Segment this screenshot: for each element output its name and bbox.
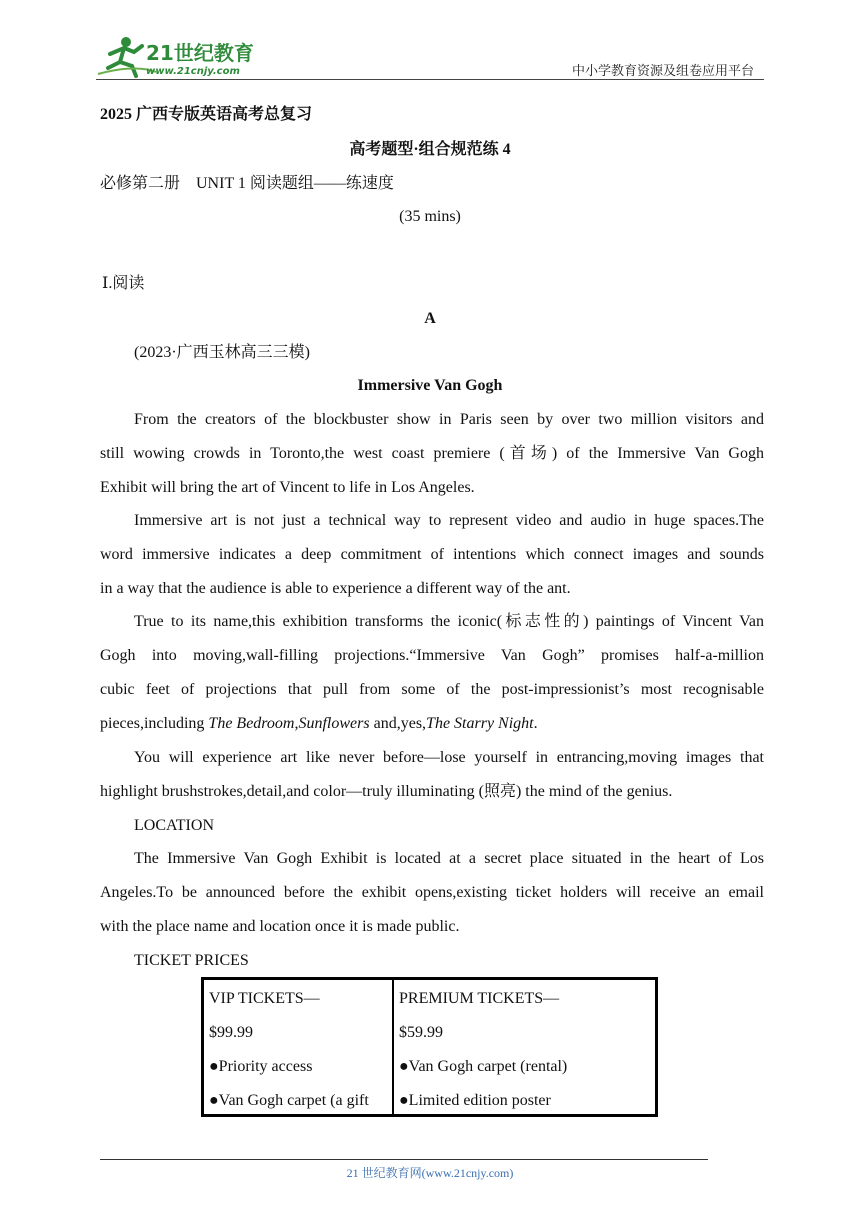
header-divider: [96, 79, 764, 80]
vip-ticket-label: VIP TICKETS—: [209, 990, 320, 1007]
vip-benefit: ●Van Gogh carpet (a gift: [209, 1092, 369, 1109]
paragraph-line: The Immersive Van Gogh Exhibit is located at a secret place situated in the heart of Los: [134, 850, 764, 867]
footer-divider: [100, 1159, 708, 1160]
paragraph-line: You will experience art like never before—lose yourself in entrancing,moving images that: [134, 749, 764, 766]
artwork-title: The Starry Night: [426, 715, 534, 732]
runner-logo-icon: [96, 34, 256, 80]
page-title: 高考题型·组合规范练 4: [349, 141, 511, 158]
paragraph-line: Immersive art is not just a technical way to represent video and audio in huge spaces.The: [134, 512, 764, 529]
text-run: ,: [294, 715, 299, 732]
paragraph-line: with the place name and location once it is made public.: [100, 918, 460, 935]
logo-url: www.21cnjy.com: [146, 66, 240, 77]
location-heading: LOCATION: [134, 817, 214, 834]
paragraph-line: Angeles.To be announced before the exhibit opens,existing ticket holders will receive an email: [100, 884, 764, 901]
paragraph-line: highlight brushstrokes,detail,and color—truly illuminating (照亮) the mind of the genius.: [100, 783, 673, 800]
unit-subtitle: 必修第二册 UNIT 1 阅读题组——练速度: [100, 175, 394, 192]
paragraph-3: [100, 605, 764, 741]
premium-benefit: ●Van Gogh carpet (rental): [399, 1058, 568, 1075]
footer-link[interactable]: 21 世纪教育网(www.21cnjy.com): [346, 1166, 514, 1180]
paragraph-1: [100, 403, 764, 505]
premium-ticket-cell: [394, 980, 655, 1114]
paragraph-line: From the creators of the blockbuster show in Paris seen by over two million visitors and: [134, 411, 764, 428]
logo-text: 21世纪教育: [146, 41, 254, 65]
paragraph-line: cubic feet of projections that pull from some of the post-impressionist’s most recognisable: [100, 681, 764, 698]
vip-benefit: ●Priority access: [209, 1058, 313, 1075]
text-run: pieces,including: [100, 715, 209, 732]
part-label: A: [424, 310, 436, 327]
ticket-price-table: [201, 977, 658, 1117]
vip-ticket-cell: [204, 980, 394, 1114]
time-limit: (35 mins): [399, 208, 461, 225]
paragraph-line: in a way that the audience is able to experience a different way of the ant.: [100, 580, 571, 597]
series-title: 2025 广西专版英语高考总复习: [100, 106, 313, 123]
premium-benefit: ●Limited edition poster: [399, 1092, 551, 1109]
artwork-title: Sunflowers: [298, 715, 370, 732]
paragraph-line: still wowing crowds in Toronto,the west coast premiere (首场) of the Immersive Van Gogh: [100, 445, 764, 462]
paragraph-line: Exhibit will bring the art of Vincent to life in Los Angeles.: [100, 479, 475, 496]
passage-title: Immersive Van Gogh: [357, 377, 503, 394]
text-run: .: [533, 715, 538, 732]
text-run: and,yes,: [369, 715, 427, 732]
paragraph-2: [100, 504, 764, 606]
premium-ticket-price: $59.99: [399, 1024, 443, 1041]
paragraph-5: [100, 842, 764, 944]
paragraph-line: Gogh into moving,wall-filling projections.“Immersive Van Gogh” promises half-a-million: [100, 647, 764, 664]
vip-ticket-price: $99.99: [209, 1024, 253, 1041]
paragraph-4: [100, 741, 764, 809]
section-heading: Ⅰ.阅读: [102, 275, 145, 292]
artwork-title: The Bedroom: [208, 715, 295, 732]
paragraph-line: [100, 707, 764, 741]
source-note: (2023·广西玉林高三三模): [134, 344, 310, 361]
ticket-prices-heading: TICKET PRICES: [134, 952, 249, 969]
paragraph-line: word immersive indicates a deep commitment of intentions which connect images and sounds: [100, 546, 764, 563]
paragraph-line: True to its name,this exhibition transforms the iconic(标志性的) paintings of Vincent Van: [134, 613, 764, 630]
premium-ticket-label: PREMIUM TICKETS—: [399, 990, 560, 1007]
site-title: 中小学教育资源及组卷应用平台: [572, 63, 755, 78]
site-logo: [96, 34, 256, 80]
